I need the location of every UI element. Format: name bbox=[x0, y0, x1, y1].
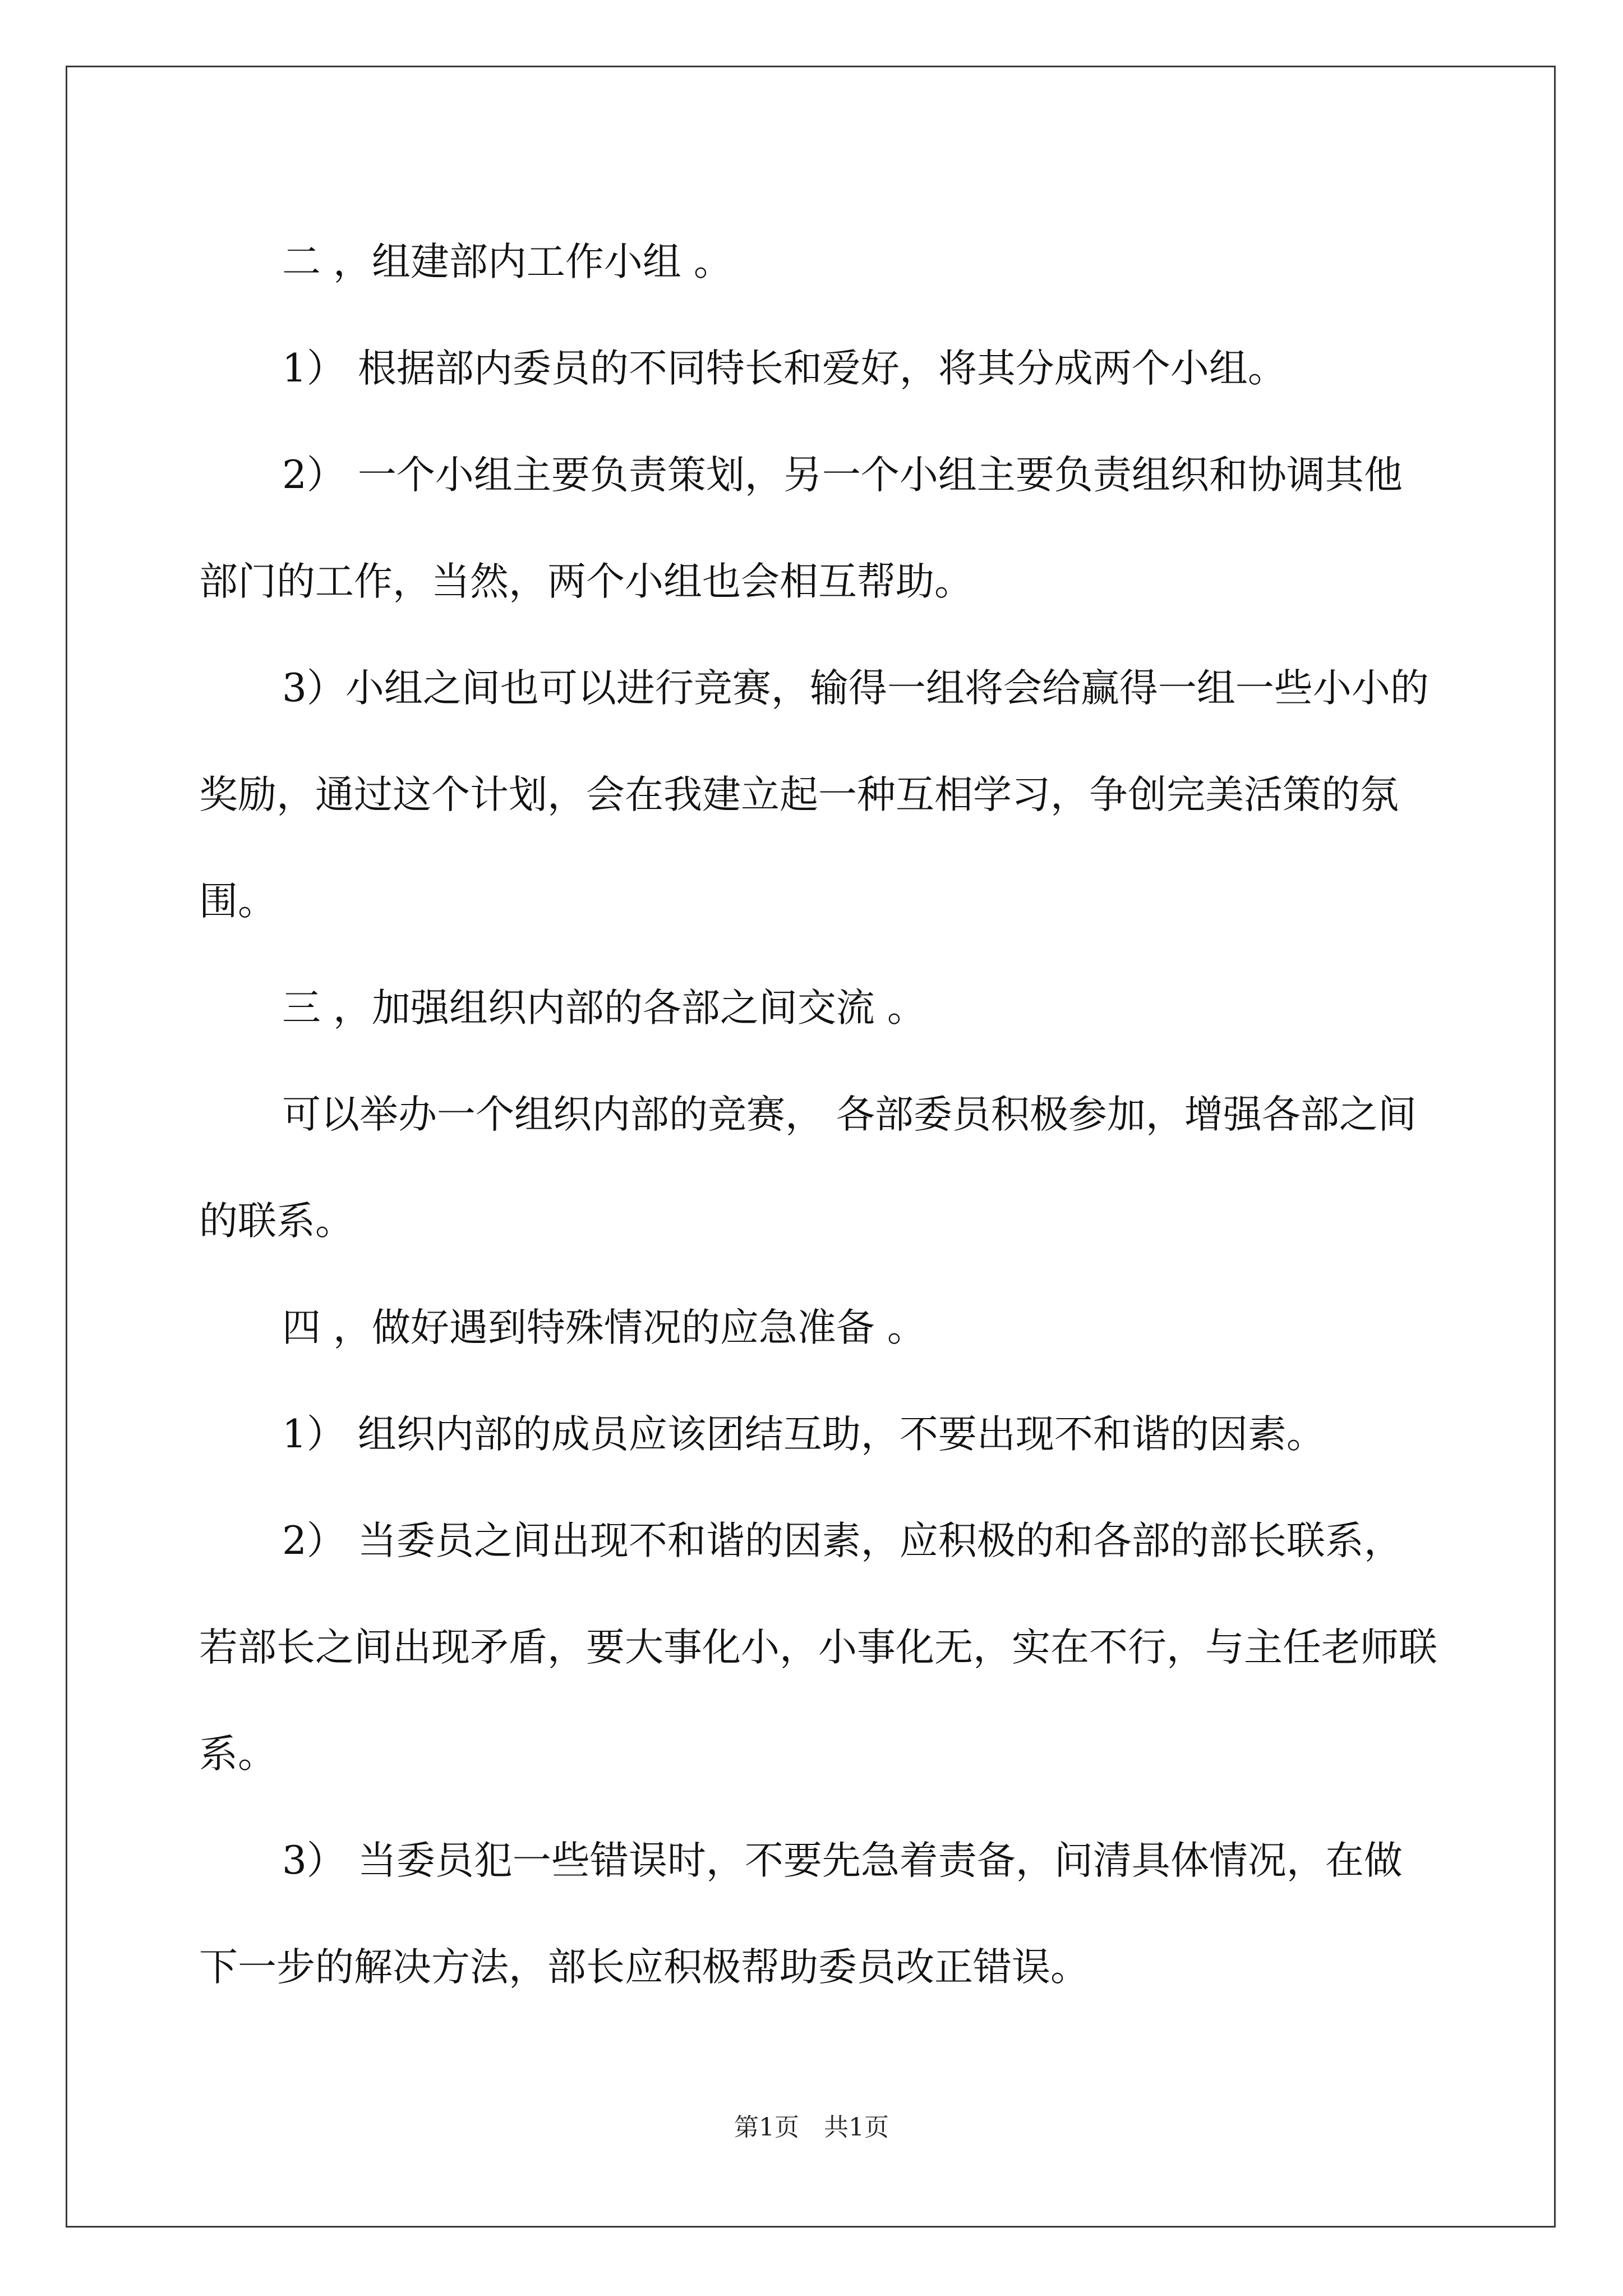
paragraph: 2） 一个小组主要负责策划，另一个小组主要负责组织和协调其他部门的工作，当然，两个小组也会相互帮助。 bbox=[199, 453, 1403, 604]
paragraph: 二 ，组建部内工作小组 。 bbox=[282, 240, 732, 284]
paragraph: 三 ，加强组织内部的各部之间交流 。 bbox=[282, 986, 926, 1030]
paragraph: 可以举办一个组织内部的竞赛， 各部委员积极参加，增强各部之间的联系。 bbox=[199, 1092, 1417, 1244]
paragraph: 四 ，做好遇到特殊情况的应急准备 。 bbox=[282, 1305, 926, 1350]
paragraph: 3）小组之间也可以进行竞赛，输得一组将会给赢得一组一些小小的奖励，通过这个计划，会在我建立起一种互相学习，争创完美活策的氛围。 bbox=[199, 666, 1429, 924]
paragraph: 3） 当委员犯一些错误时，不要先急着责备，问清具体情况，在做下一步的解决方法，部长应积极帮助委员改正错误。 bbox=[199, 1838, 1403, 1990]
paragraph: 1） 组织内部的成员应该团结互助，不要出现不和谐的因素。 bbox=[282, 1412, 1325, 1457]
page-number-footer: 第1页 共1页 bbox=[734, 2113, 889, 2142]
document-body bbox=[199, 209, 1438, 2021]
paragraph: 1） 根据部内委员的不同特长和爱好，将其分成两个小组。 bbox=[282, 346, 1287, 391]
paragraph: 2） 当委员之间出现不和谐的因素，应积极的和各部的部长联系，若部长之间出现矛盾，要大事化小，小事化无，实在不行，与主任老师联系。 bbox=[199, 1519, 1437, 1777]
